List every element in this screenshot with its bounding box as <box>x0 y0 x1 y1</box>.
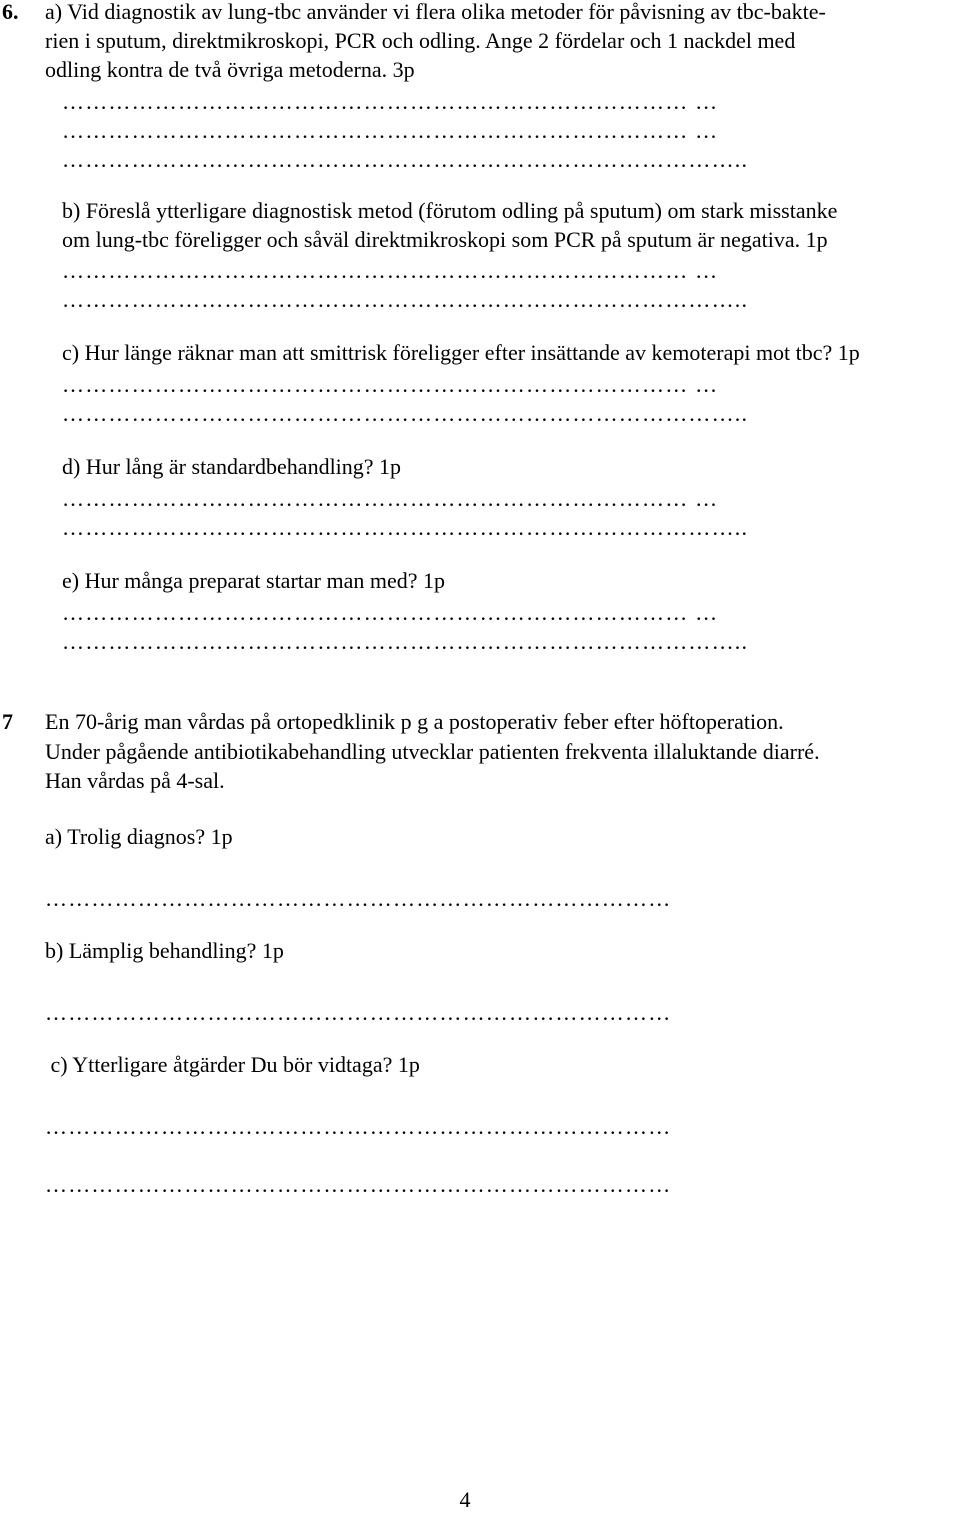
question-7a-text: a) Trolig diagnos? 1p <box>45 824 233 849</box>
question-6c-text: c) Hur länge räknar man att smittrisk föreligger efter insättande av kemoterapi mot tbc? 1p <box>62 340 860 365</box>
question-6b-text-line-1: b) Föreslå ytterligare diagnostisk metod (förutom odling på sputum) om stark misstanke <box>62 198 838 223</box>
answer-line[interactable]: ……………………………………………………………………… <box>45 886 672 911</box>
question-6a-text-line-2: rien i sputum, direktmikroskopi, PCR och odling. Ange 2 fördelar och 1 nackdel med <box>45 28 796 53</box>
answer-line[interactable]: …………………………………………………………………………….. <box>62 287 749 312</box>
page-number: 4 <box>459 1487 471 1512</box>
question-6d-text: d) Hur lång är standardbehandling? 1p <box>62 454 402 479</box>
question-6a-text-line-3: odling kontra de två övriga metoderna. 3p <box>45 57 415 82</box>
answer-line[interactable]: …………………………………………………………………………….. <box>62 147 749 172</box>
answer-line[interactable]: ……………………………………………………………………… … <box>62 600 719 625</box>
question-7-intro-line-2: Under pågående antibiotikabehandling utvecklar patienten frekventa illaluktande diarré. <box>45 739 820 764</box>
answer-line[interactable]: ……………………………………………………………………… … <box>62 89 719 114</box>
answer-line[interactable]: ……………………………………………………………………… … <box>62 372 719 397</box>
answer-line[interactable]: ……………………………………………………………………… <box>45 1000 672 1025</box>
question-6b-text-line-2: om lung-tbc föreligger och såväl direktmikroskopi som PCR på sputum är negativa. 1p <box>62 227 828 252</box>
question-7-intro-line-1: En 70-årig man vårdas på ortopedklinik p g a postoperativ feber efter höftoperation. <box>45 709 784 734</box>
question-7b-text: b) Lämplig behandling? 1p <box>45 938 284 963</box>
answer-line[interactable]: ……………………………………………………………………… <box>45 1114 672 1139</box>
question-7-number: 7 <box>2 709 13 734</box>
answer-line[interactable]: ……………………………………………………………………… … <box>62 486 719 511</box>
answer-line[interactable]: ……………………………………………………………………… … <box>62 118 719 143</box>
answer-line[interactable]: …………………………………………………………………………….. <box>62 515 749 540</box>
question-7c-text: c) Ytterligare åtgärder Du bör vidtaga? 1p <box>45 1052 420 1077</box>
answer-line[interactable]: ……………………………………………………………………… … <box>62 258 719 283</box>
answer-line[interactable]: …………………………………………………………………………….. <box>62 629 749 654</box>
question-6e-text: e) Hur många preparat startar man med? 1p <box>62 568 445 593</box>
question-7-intro-line-3: Han vårdas på 4-sal. <box>45 768 225 793</box>
question-6a-text-line-1: a) Vid diagnostik av lung-tbc använder vi flera olika metoder för påvisning av tbc-bakte- <box>45 0 826 24</box>
question-6-number: 6. <box>2 0 19 24</box>
answer-line[interactable]: …………………………………………………………………………….. <box>62 401 749 426</box>
answer-line[interactable]: ……………………………………………………………………… <box>45 1172 672 1197</box>
